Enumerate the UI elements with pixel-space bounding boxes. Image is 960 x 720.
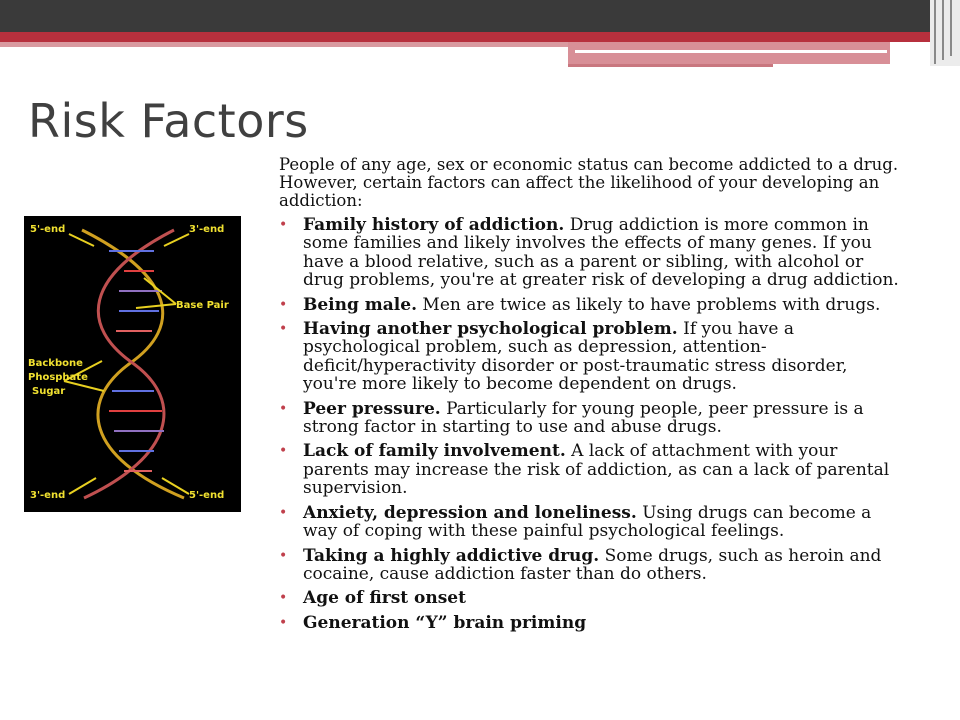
- risk-factor-description: Men are twice as likely to have problems with drugs.: [417, 294, 881, 315]
- risk-factor-item: [279, 614, 904, 632]
- risk-factor-title: Anxiety, depression and loneliness.: [303, 502, 637, 523]
- risk-factor-description: Using drugs can become a way of coping with these painful psychological feelings.: [303, 502, 872, 542]
- label-5-end-left: 5'-end: [30, 224, 66, 235]
- bullet-icon: •: [279, 296, 288, 313]
- risk-factor-title: Generation “Y” brain priming: [303, 612, 587, 633]
- label-sugar: Sugar: [32, 386, 66, 397]
- risk-factor-title: Lack of family involvement.: [303, 441, 566, 462]
- corner-line: [934, 0, 936, 64]
- bullet-icon: •: [279, 321, 288, 338]
- top-bar: [0, 0, 960, 32]
- dna-diagram: [24, 216, 241, 512]
- label-phosphate: Phosphate: [28, 372, 88, 383]
- corner-line: [942, 0, 944, 60]
- risk-factor-title: Being male.: [303, 294, 418, 315]
- label-3-end-right: 3'-end: [189, 224, 225, 235]
- accent-band-light: [0, 42, 570, 47]
- risk-factor-item: [279, 442, 904, 497]
- label-backbone: Backbone: [28, 358, 83, 369]
- risk-factor-item: [279, 296, 904, 314]
- bullet-icon: •: [279, 400, 288, 417]
- risk-factor-list: [279, 216, 904, 632]
- bullet-icon: •: [279, 614, 288, 631]
- slide-body: [279, 156, 904, 638]
- dna-rungs: [109, 251, 164, 471]
- accent-band-lower: [568, 64, 773, 67]
- risk-factor-title: Age of first onset: [303, 588, 466, 609]
- risk-factor-item: [279, 400, 904, 437]
- risk-factor-title: Taking a highly addictive drug.: [303, 545, 600, 566]
- risk-factor-item: [279, 504, 904, 541]
- risk-factor-title: Peer pressure.: [303, 398, 441, 419]
- slide-title: Risk Factors: [28, 94, 309, 148]
- corner-decoration: [930, 0, 960, 66]
- risk-factor-item: [279, 320, 904, 394]
- accent-band-tab: [568, 42, 890, 64]
- risk-factor-description: A lack of attachment with your parents may increase the risk of addiction, as can a lack of parental supervision.: [303, 441, 890, 499]
- bullet-icon: •: [279, 590, 288, 607]
- bullet-icon: •: [279, 217, 288, 233]
- bullet-icon: •: [279, 547, 288, 564]
- risk-factor-item: [279, 589, 904, 607]
- accent-band: [0, 32, 930, 42]
- bullet-icon: •: [279, 504, 288, 521]
- risk-factor-item: [279, 547, 904, 584]
- accent-band-highlight: [575, 50, 887, 53]
- corner-line: [950, 0, 952, 56]
- risk-factor-description: Some drugs, such as heroin and cocaine, cause addiction faster than do others.: [303, 545, 882, 584]
- risk-factor-description: If you have a psychological problem, such as depression, attention-deficit/hyperactivity disorder or post-traumatic stress disorder, you're more likely to become dependent on drugs.: [303, 319, 848, 395]
- risk-factor-title: Having another psychological problem.: [303, 319, 678, 340]
- label-base-pair: Base Pair: [176, 300, 229, 311]
- risk-factor-item: [279, 216, 904, 290]
- risk-factor-description: Drug addiction is more common in some families and likely involves the effects of many genes. If you have a blood relative, such as a parent or sibling, with alcohol or drug problems, you're at greater risk of developing a drug addiction.: [303, 215, 899, 291]
- label-3-end-left: 3'-end: [30, 490, 66, 501]
- risk-factor-description: Particularly for young people, peer pressure is a strong factor in starting to use and abuse drugs.: [303, 398, 864, 438]
- intro-paragraph: People of any age, sex or economic status can become addicted to a drug. However, certain factors can affect the likelihood of your developing an addiction:: [279, 155, 899, 210]
- label-5-end-right: 5'-end: [189, 490, 225, 501]
- risk-factor-title: Family history of addiction.: [303, 215, 565, 235]
- bullet-icon: •: [279, 443, 288, 460]
